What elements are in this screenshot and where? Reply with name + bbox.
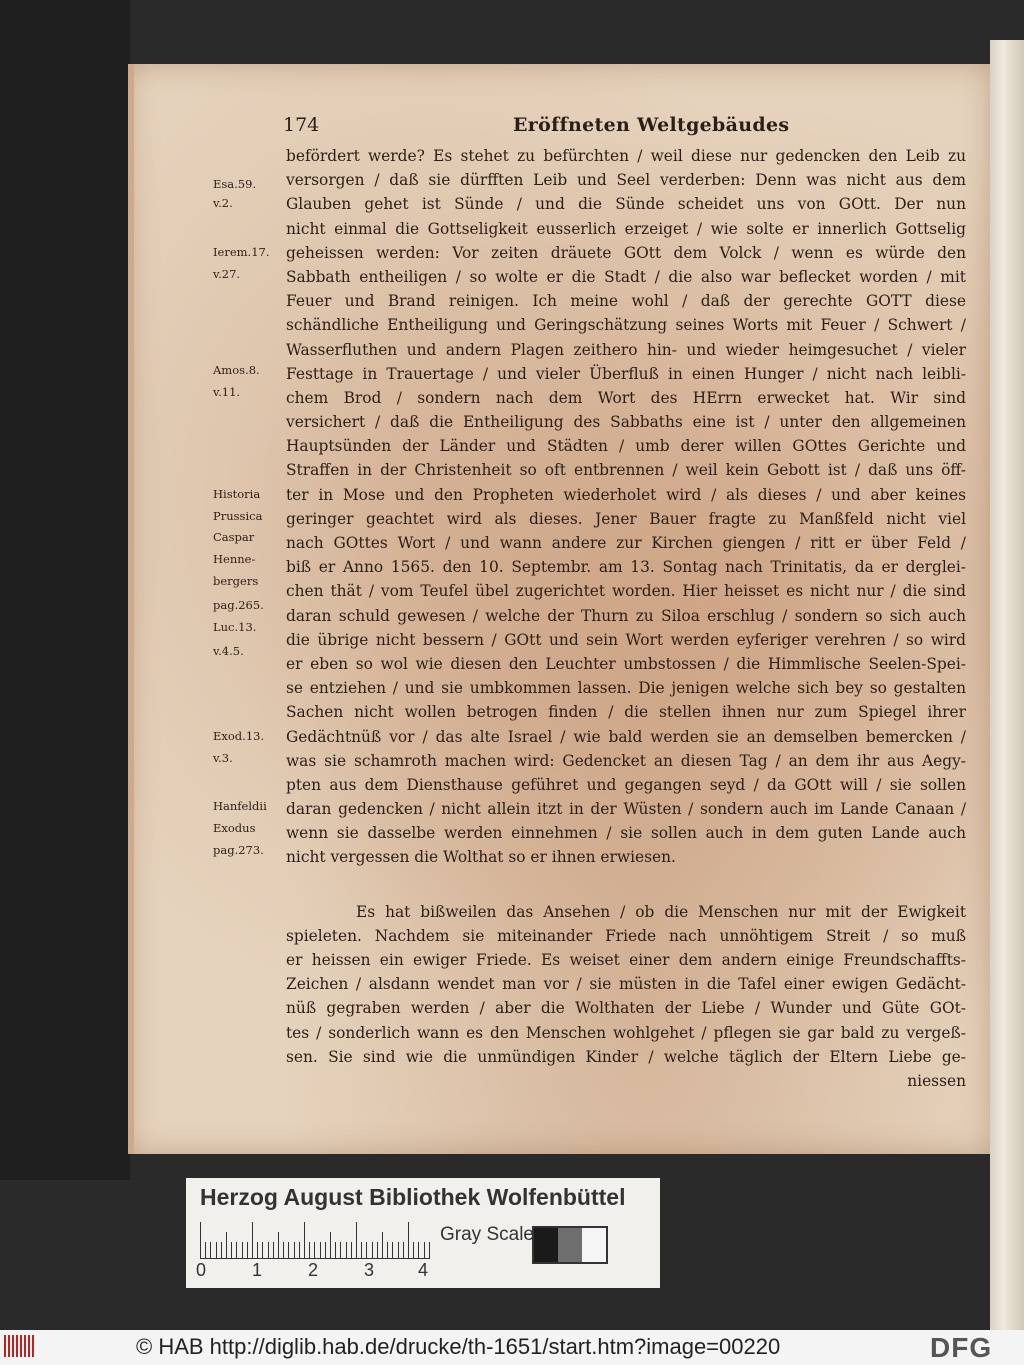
margin-note: v.11. — [213, 385, 241, 400]
ruler-tick — [231, 1242, 232, 1258]
ruler-tick — [242, 1242, 243, 1258]
margin-note: v.27. — [213, 266, 241, 281]
text-line: nicht vergessen die Wolthat so er ihnen erwiesen. — [286, 848, 676, 867]
ruler-tick — [299, 1242, 300, 1258]
ruler-tick — [408, 1222, 409, 1258]
text-line: daran schuld gewesen / welche der Thurn zu Siloa erschlug / sondern so sich auch — [286, 606, 966, 625]
margin-note: Hanfeldii — [213, 798, 267, 813]
ruler-tick — [236, 1242, 237, 1258]
margin-note: Esa.59. — [213, 177, 257, 192]
ruler-tick — [403, 1242, 404, 1258]
margin-note: bergers — [213, 573, 259, 588]
text-line: nach GOttes Wort / und wann andere zur Kirchen giengen / ritt er über Feld / — [286, 534, 966, 552]
text-line: Gedächtnüß vor / das alte Israel / wie bald werden sie an demselben bemercken / — [286, 727, 966, 746]
gray-swatch — [582, 1228, 606, 1262]
ruler-tick — [226, 1232, 227, 1258]
margin-note: Henne- — [213, 552, 256, 567]
ruler-tick — [361, 1242, 362, 1258]
ruler-tick — [392, 1242, 393, 1258]
ruler-tick — [304, 1222, 305, 1258]
margin-note: v.2. — [213, 196, 233, 211]
ruler-label-4: 4 — [418, 1260, 429, 1280]
ruler-tick — [200, 1222, 201, 1258]
ruler-tick — [288, 1242, 289, 1258]
ruler-tick — [377, 1242, 378, 1258]
gray-scale-label: Gray Scale — [440, 1224, 534, 1245]
library-color-bar — [186, 1178, 660, 1288]
text-line: nüß gegraben werden / aber die Wolthaten der Liebe / Wunder und Güte GOt- — [286, 999, 966, 1018]
ruler-tick — [424, 1242, 425, 1258]
ruler-tick — [216, 1242, 217, 1258]
text-line: die übrige nicht bessern / GOtt und sein Wort werden eyferiger verehren / so wird — [286, 630, 966, 649]
scale-ruler — [200, 1220, 430, 1259]
paragraph-1 — [286, 144, 966, 870]
margin-note: v.4.5. — [213, 644, 244, 659]
text-line: er heissen ein ewiger Friede. Es weiset einer dem andern einige Freundschaffts- — [286, 951, 966, 969]
text-line: sen. Sie sind wie die unmündigen Kinder / welche täglich der Eltern Liebe ge- — [286, 1047, 966, 1066]
ruler-tick — [335, 1242, 336, 1258]
text-line: Sachen nicht wollen betrogen finden / die stellen ihnen nur zum Spiegel ihrer — [286, 703, 966, 722]
ruler-tick — [262, 1242, 263, 1258]
ruler-tick — [366, 1242, 367, 1258]
text-line: daran gedencken / nicht allein itzt in der Wüsten / sondern auch im Lande Canaan / — [286, 800, 966, 819]
margin-note: v.3. — [213, 750, 233, 765]
running-head: Eröffneten Weltgebäudes — [513, 114, 790, 136]
gray-swatch — [534, 1228, 558, 1262]
ruler-tick — [278, 1232, 279, 1258]
ruler-tick — [247, 1242, 248, 1258]
ruler-tick — [325, 1242, 326, 1258]
scan-background-left — [0, 0, 130, 1180]
margin-note: Prussica — [213, 508, 263, 523]
text-line: se entziehen / und sie umbkommen lassen. Die jenigen welche sich bey so gestalten — [286, 679, 966, 698]
library-name: Herzog August Bibliothek Wolfenbüttel — [200, 1184, 626, 1210]
paragraph-gap — [286, 870, 966, 900]
ruler-tick — [382, 1232, 383, 1258]
ruler-tick — [429, 1242, 430, 1258]
ruler-label-2: 2 — [308, 1260, 319, 1280]
margin-note: Caspar — [213, 530, 255, 545]
margin-note: Exod.13. — [213, 728, 265, 743]
ruler-tick — [252, 1222, 253, 1258]
gray-swatch — [558, 1228, 582, 1262]
text-line: Sabbath entheiligen / so wolte er die Stadt / die also war beflecket worden / mit — [286, 267, 966, 286]
text-line: befördert werde? Es stehet zu befürchten / weil diese nur gedencken den Leib zu — [286, 147, 966, 165]
next-page-edge — [990, 40, 1024, 1330]
ruler-tick — [413, 1242, 414, 1258]
catchword: niessen — [907, 1071, 966, 1090]
dfg-logo: DFG — [930, 1332, 993, 1363]
ruler-tick — [221, 1242, 222, 1258]
text-line: versorgen / daß sie dürfften Leib und Seel verderben: Denn was nicht aus dem — [286, 171, 966, 190]
margin-note: Exodus — [213, 820, 256, 835]
gray-scale-swatches — [532, 1226, 608, 1264]
text-line: Wasserfluthen und andern Plagen zeithero hin- und wieder heimgesuchet / vieler — [286, 340, 966, 359]
margin-note: pag.265. — [213, 598, 264, 613]
footer-bar — [0, 1330, 1024, 1365]
ruler-label-0: 0 — [196, 1260, 207, 1280]
page-number: 174 — [283, 114, 320, 136]
text-line: Es hat bißweilen das Ansehen / ob die Menschen nur mit der Ewigkeit — [356, 902, 966, 921]
page-gutter-edge — [128, 64, 134, 1154]
ruler-tick — [314, 1242, 315, 1258]
text-line: chen thät / vom Teufel übel zugerichtet worden. Hier heisset es nicht nur / die sind — [286, 582, 966, 601]
text-line: tes / sonderlich wann es den Menschen wohlgehet / pflegen sie gar bald zu vergeß- — [286, 1023, 966, 1042]
ruler-tick — [210, 1242, 211, 1258]
margin-note: pag.273. — [213, 842, 264, 857]
ruler-tick — [418, 1242, 419, 1258]
margin-note: Historia — [213, 486, 261, 501]
ruler-tick — [372, 1242, 373, 1258]
text-line: biß er Anno 1565. den 10. Septembr. am 13. Sontag nach Trinitatis, da er derglei- — [286, 558, 966, 577]
paragraph-2 — [286, 900, 966, 1069]
margin-note: Luc.13. — [213, 619, 257, 634]
ruler-tick — [268, 1242, 269, 1258]
text-line: spieleten. Nachdem sie miteinander Friede nach unnöhtigem Streit / so muß — [286, 926, 966, 945]
text-line: ter in Mose und den Propheten wiederholet wird / als dieses / und aber keines — [286, 485, 966, 504]
text-line: Glauben gehet ist Sünde / und die Sünde scheidet uns von GOtt. Der nun — [286, 195, 966, 214]
text-line: Feuer und Brand reinigen. Ich meine wohl / daß der gerechte GOTT diese — [286, 292, 966, 311]
ruler-tick — [320, 1242, 321, 1258]
copyright-link[interactable]: © HAB http://diglib.hab.de/drucke/th-1651/start.htm?image=00220 — [136, 1334, 781, 1359]
text-line: was sie schamroth machen wird: Gedencket an diesen Tag / an dem ihr aus Aegy- — [286, 751, 966, 770]
body-text — [286, 144, 966, 1093]
ruler-tick — [273, 1242, 274, 1258]
text-line: geringer geachtet wird als dieses. Jener Bauer fragte zu Manßfeld nicht viel — [286, 509, 966, 528]
text-line: nicht einmal die Gottseligkeit eusserlich erzeiget / wie solte er innerlich Gottselig — [286, 219, 966, 238]
ruler-tick — [398, 1242, 399, 1258]
ruler-tick — [356, 1222, 357, 1258]
ruler-label-1: 1 — [252, 1260, 263, 1280]
text-line: Festtage in Trauertage / und vieler Überfluß in einen Hunger / nicht nach leibli- — [286, 364, 966, 383]
text-line: chem Brod / sondern nach dem Wort des HErrn erwecket hat. Wir sind — [286, 388, 966, 407]
ruler-tick — [340, 1242, 341, 1258]
ruler-tick — [257, 1242, 258, 1258]
ruler-label-3: 3 — [364, 1260, 375, 1280]
book-page — [128, 64, 990, 1154]
ruler-tick — [283, 1242, 284, 1258]
text-line: geheissen werden: Vor zeiten dräuete GOtt dem Volck / wenn es würde den — [286, 243, 966, 262]
text-line: Straffen in der Christenheit so oft entbrennen / weil kein Gebott ist / daß uns öff- — [286, 461, 966, 480]
text-line: schändliche Entheiligung und Geringschätzung seines Worts mit Feuer / Schwert / — [286, 316, 966, 335]
ruler-tick — [351, 1242, 352, 1258]
text-line: er eben so wol wie diesen den Leuchter umbstossen / die Himmlische Seelen-Spei- — [286, 654, 966, 673]
text-line: wenn sie dasselbe werden einnehmen / sie sollen auch in dem guten Lande auch — [286, 824, 966, 843]
ruler-tick — [330, 1232, 331, 1258]
hab-logo-icon — [4, 1335, 46, 1359]
ruler-tick — [387, 1242, 388, 1258]
page-header — [283, 114, 963, 144]
margin-note: Ierem.17. — [213, 244, 270, 259]
margin-note: Amos.8. — [213, 363, 260, 378]
text-line: Hauptsünden der Länder und Städten / umb derer willen GOttes Gerichte und — [286, 437, 966, 456]
text-line: pten aus dem Diensthause geführet und gegangen seyd / da GOtt will / sie sollen — [286, 775, 966, 794]
text-line: versichert / daß die Entheiligung des Sabbaths eine ist / unter den allgemeinen — [286, 413, 966, 432]
text-line: Zeichen / alsdann wendet man vor / sie müsten in die Tafel einer ewigen Gedächt- — [286, 975, 966, 994]
ruler-tick — [205, 1242, 206, 1258]
ruler-tick — [309, 1242, 310, 1258]
ruler-tick — [294, 1242, 295, 1258]
ruler-tick — [346, 1242, 347, 1258]
